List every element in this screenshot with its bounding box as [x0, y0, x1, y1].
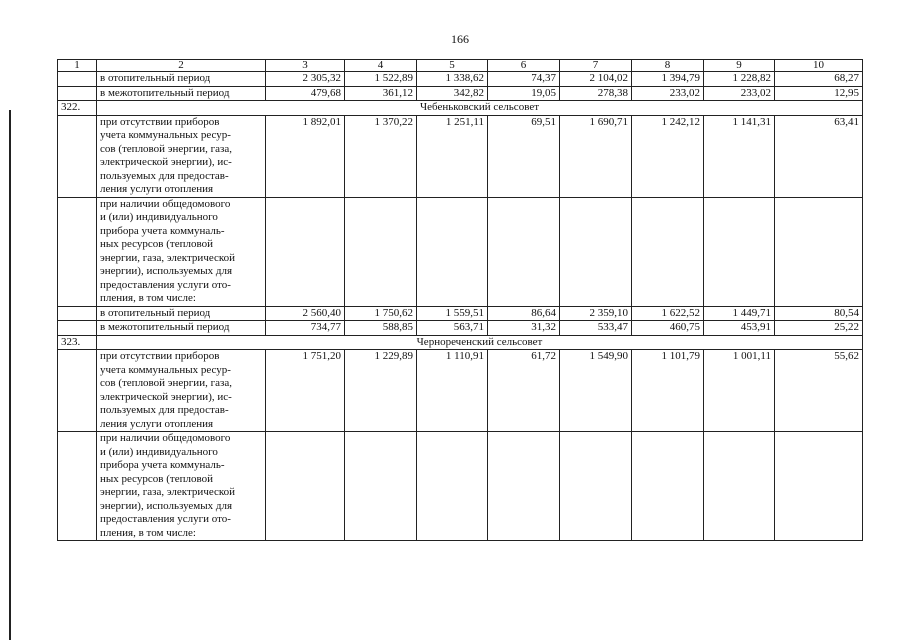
- row-number: 322.: [58, 101, 97, 116]
- value-cell: [417, 197, 488, 306]
- value-cell: 479,68: [266, 86, 345, 101]
- value-cell: [560, 432, 632, 541]
- row-label: в межотопительный период: [97, 321, 266, 336]
- label-line: ления услуги отопления: [100, 417, 214, 430]
- row-label: в отопительный период: [97, 306, 266, 321]
- label-line: прибора учета коммуналь-: [100, 459, 225, 471]
- row-number: [58, 432, 97, 541]
- value-cell: 2 305,32: [266, 72, 345, 87]
- value-cell: 68,27: [775, 72, 863, 87]
- column-header: 3: [266, 60, 345, 72]
- label-line: при наличии общедомового: [100, 432, 231, 444]
- label-line: при наличии общедомового: [100, 197, 231, 210]
- value-cell: 1 750,62: [345, 306, 417, 321]
- row-number: [58, 86, 97, 101]
- value-cell: 1 338,62: [417, 72, 488, 87]
- row-number: [58, 115, 97, 197]
- label-line: пления, в том числе:: [100, 526, 196, 539]
- page-number: 166: [451, 32, 469, 46]
- value-cell: 1 141,31: [704, 115, 775, 197]
- label-line: энергии), используемых для: [100, 499, 233, 512]
- table-row: [58, 306, 863, 321]
- value-cell: 1 522,89: [345, 72, 417, 87]
- value-cell: [266, 432, 345, 541]
- value-cell: 1 110,91: [417, 350, 488, 432]
- section-row: [58, 335, 863, 350]
- value-cell: [345, 432, 417, 541]
- value-cell: 1 559,51: [417, 306, 488, 321]
- label-line: сов (тепловой энергии, газа,: [100, 377, 232, 389]
- label-line: предоставления услуги ото-: [100, 513, 231, 525]
- value-cell: 1 242,12: [632, 115, 704, 197]
- value-cell: 80,54: [775, 306, 863, 321]
- label-line: энергии, газа, электрической: [100, 486, 236, 498]
- row-number: 323.: [58, 335, 97, 350]
- column-header: 7: [560, 60, 632, 72]
- label-line: прибора учета коммуналь-: [100, 224, 225, 237]
- header-row: [58, 60, 863, 72]
- label-line: ления услуги отопления: [100, 183, 214, 195]
- label-line: при отсутствии приборов: [100, 350, 220, 362]
- section-row: [58, 101, 863, 116]
- row-number: [58, 306, 97, 321]
- column-header: 9: [704, 60, 775, 72]
- label-line: ных ресурсов (тепловой: [100, 472, 213, 485]
- value-cell: 69,51: [488, 115, 560, 197]
- value-cell: 2 560,40: [266, 306, 345, 321]
- label-line: электрической энергии), ис-: [100, 156, 232, 168]
- page-edge-line: [9, 110, 11, 640]
- row-number: [58, 72, 97, 87]
- value-cell: 361,12: [345, 86, 417, 101]
- value-cell: 1 751,20: [266, 350, 345, 432]
- label-line: учета коммунальных ресур-: [100, 129, 231, 141]
- value-cell: 233,02: [632, 86, 704, 101]
- value-cell: 1 690,71: [560, 115, 632, 197]
- value-cell: [266, 197, 345, 306]
- label-line: энергии), используемых для: [100, 265, 233, 277]
- column-header: 10: [775, 60, 863, 72]
- value-cell: 453,91: [704, 321, 775, 336]
- value-cell: [704, 197, 775, 306]
- label-line: пользуемых для предостав-: [100, 169, 229, 182]
- value-cell: 563,71: [417, 321, 488, 336]
- table-row: [58, 72, 863, 87]
- table-row: [58, 115, 863, 197]
- row-number: [58, 321, 97, 336]
- value-cell: [632, 432, 704, 541]
- value-cell: [632, 197, 704, 306]
- value-cell: 1 394,79: [632, 72, 704, 87]
- column-header: 1: [58, 60, 97, 72]
- label-line: при отсутствии приборов: [100, 115, 220, 128]
- value-cell: 1 251,11: [417, 115, 488, 197]
- label-line: и (или) индивидуального: [100, 445, 218, 458]
- value-cell: 1 229,89: [345, 350, 417, 432]
- value-cell: 55,62: [775, 350, 863, 432]
- label-line: электрической энергии), ис-: [100, 390, 232, 403]
- label-line: пользуемых для предостав-: [100, 404, 229, 416]
- value-cell: [775, 197, 863, 306]
- value-cell: 1 892,01: [266, 115, 345, 197]
- label-line: и (или) индивидуального: [100, 211, 218, 223]
- value-cell: 342,82: [417, 86, 488, 101]
- value-cell: 1 549,90: [560, 350, 632, 432]
- value-cell: 61,72: [488, 350, 560, 432]
- value-cell: 1 001,11: [704, 350, 775, 432]
- label-line: энергии, газа, электрической: [100, 251, 236, 264]
- label-line: учета коммунальных ресур-: [100, 363, 231, 376]
- value-cell: 25,22: [775, 321, 863, 336]
- value-cell: [560, 197, 632, 306]
- value-cell: [488, 197, 560, 306]
- label-line: предоставления услуги ото-: [100, 278, 231, 291]
- column-header: 5: [417, 60, 488, 72]
- column-header: 6: [488, 60, 560, 72]
- value-cell: [488, 432, 560, 541]
- value-cell: 1 101,79: [632, 350, 704, 432]
- label-line: сов (тепловой энергии, газа,: [100, 142, 232, 155]
- value-cell: 2 359,10: [560, 306, 632, 321]
- row-label: [97, 115, 266, 197]
- label-line: ных ресурсов (тепловой: [100, 238, 213, 250]
- table-row: [58, 86, 863, 101]
- value-cell: 31,32: [488, 321, 560, 336]
- row-number: [58, 350, 97, 432]
- value-cell: 1 370,22: [345, 115, 417, 197]
- row-number: [58, 197, 97, 306]
- column-header: 2: [97, 60, 266, 72]
- value-cell: 588,85: [345, 321, 417, 336]
- value-cell: [775, 432, 863, 541]
- value-cell: 12,95: [775, 86, 863, 101]
- value-cell: 734,77: [266, 321, 345, 336]
- table-row: [58, 321, 863, 336]
- value-cell: 86,64: [488, 306, 560, 321]
- table-row: [58, 350, 863, 432]
- tariff-table: [57, 59, 863, 541]
- value-cell: [704, 432, 775, 541]
- value-cell: [345, 197, 417, 306]
- value-cell: 2 104,02: [560, 72, 632, 87]
- section-title: Чебеньковский сельсовет: [97, 101, 863, 116]
- row-label: [97, 432, 266, 541]
- section-title: Чернореченский сельсовет: [97, 335, 863, 350]
- value-cell: 278,38: [560, 86, 632, 101]
- row-label: [97, 197, 266, 306]
- value-cell: 1 622,52: [632, 306, 704, 321]
- value-cell: 460,75: [632, 321, 704, 336]
- value-cell: 63,41: [775, 115, 863, 197]
- label-line: пления, в том числе:: [100, 292, 196, 304]
- row-label: в отопительный период: [97, 72, 266, 87]
- column-header: 8: [632, 60, 704, 72]
- value-cell: 1 228,82: [704, 72, 775, 87]
- value-cell: 533,47: [560, 321, 632, 336]
- table-row: [58, 197, 863, 306]
- row-label: [97, 350, 266, 432]
- value-cell: 19,05: [488, 86, 560, 101]
- row-label: в межотопительный период: [97, 86, 266, 101]
- value-cell: [417, 432, 488, 541]
- table-row: [58, 432, 863, 541]
- value-cell: 233,02: [704, 86, 775, 101]
- value-cell: 74,37: [488, 72, 560, 87]
- value-cell: 1 449,71: [704, 306, 775, 321]
- column-header: 4: [345, 60, 417, 72]
